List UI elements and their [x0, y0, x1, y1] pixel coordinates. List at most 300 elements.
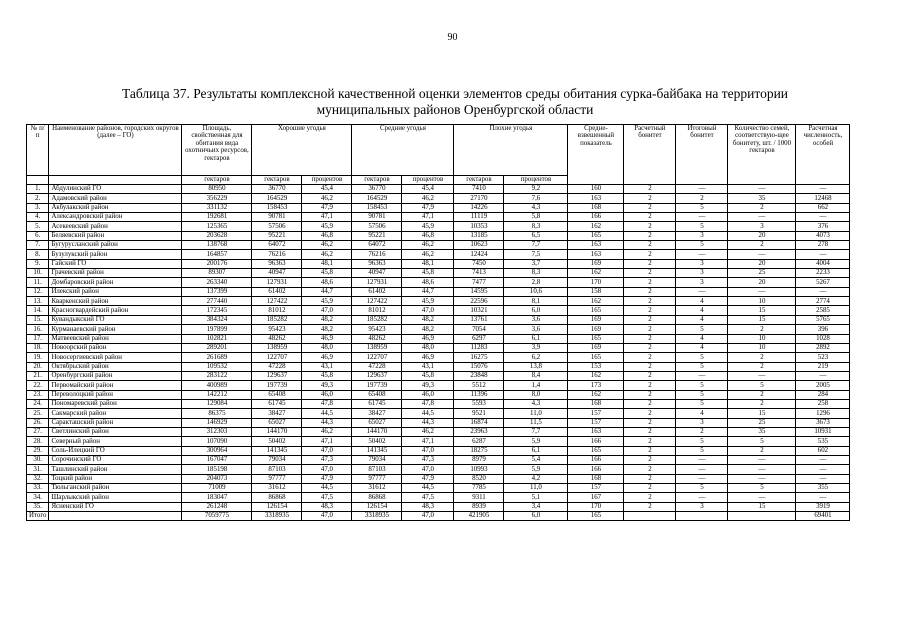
header-poor: Плохие угодья [454, 125, 568, 176]
population: 376 [796, 222, 850, 231]
district-name: Асекеевский район [49, 222, 182, 231]
poor-ha: 11283 [454, 343, 504, 352]
medium-ha: 86868 [352, 493, 402, 502]
final-bonitet: — [676, 371, 728, 380]
total-label: Итого [27, 512, 49, 521]
medium-ha: 64072 [352, 241, 402, 250]
good-ha: 144170 [252, 427, 302, 436]
calc-bonitet: 2 [624, 474, 676, 483]
medium-ha: 129637 [352, 371, 402, 380]
poor-ha: 16874 [454, 418, 504, 427]
header-name: Наименование районов, городских округов (далее – ГО) [49, 125, 182, 176]
medium-ha: 65408 [352, 390, 402, 399]
medium-pct: 48,1 [402, 259, 454, 268]
title-line-1: Таблица 37. Результаты комплексной качественной оценки элементов среды обитания сурка-байбака на территории [121, 86, 789, 101]
good-pct: 46,9 [302, 334, 352, 343]
good-pct: 47,3 [302, 455, 352, 464]
good-ha: 65408 [252, 390, 302, 399]
families: 20 [728, 278, 796, 287]
families: 2 [728, 325, 796, 334]
table-row [27, 409, 850, 418]
table-row [27, 306, 850, 315]
calc-bonitet: 2 [624, 334, 676, 343]
medium-pct: 48,2 [402, 315, 454, 324]
calc-bonitet: 2 [624, 287, 676, 296]
good-ha: 127931 [252, 278, 302, 287]
final-bonitet: 3 [676, 502, 728, 511]
row-num: 31. [27, 465, 49, 474]
families: 25 [728, 418, 796, 427]
medium-pct: 47,9 [402, 203, 454, 212]
area-ha: 312303 [182, 427, 252, 436]
avg-bonitet: 163 [568, 241, 624, 250]
avg-bonitet: 166 [568, 455, 624, 464]
families: 15 [728, 502, 796, 511]
area-ha: 192681 [182, 213, 252, 222]
poor-ha: 11119 [454, 213, 504, 222]
avg-bonitet: 165 [568, 306, 624, 315]
total-poor-pct: 6,0 [504, 512, 568, 521]
poor-pct: 4,3 [504, 203, 568, 212]
area-ha: 86375 [182, 409, 252, 418]
medium-ha: 141345 [352, 446, 402, 455]
table-row [27, 390, 850, 399]
district-name: Сакмарский район [49, 409, 182, 418]
poor-pct: 3,6 [504, 315, 568, 324]
row-num: 1. [27, 185, 49, 194]
district-name: Ясненский ГО [49, 502, 182, 511]
good-pct: 47,0 [302, 446, 352, 455]
table-body [27, 185, 850, 512]
header-avg-bonitet: Средне-взвешенный показатель [568, 125, 624, 185]
good-pct: 45,4 [302, 185, 352, 194]
area-ha: 125365 [182, 222, 252, 231]
calc-bonitet: 2 [624, 203, 676, 212]
medium-pct: 47,0 [402, 465, 454, 474]
calc-bonitet: 2 [624, 325, 676, 334]
area-ha: 183047 [182, 493, 252, 502]
families: 2 [728, 353, 796, 362]
good-ha: 164529 [252, 194, 302, 203]
calc-bonitet: 2 [624, 427, 676, 436]
avg-bonitet: 165 [568, 353, 624, 362]
district-name: Тюльганский район [49, 484, 182, 493]
header-area: Площадь, свойственная для обитания вида охотничьих ресурсов, гектаров [182, 125, 252, 176]
medium-ha: 31612 [352, 484, 402, 493]
final-bonitet: — [676, 455, 728, 464]
medium-pct: 46,9 [402, 353, 454, 362]
area-ha: 89307 [182, 269, 252, 278]
medium-pct: 45,8 [402, 269, 454, 278]
table-row [27, 269, 850, 278]
area-ha: 137399 [182, 287, 252, 296]
medium-ha: 48262 [352, 334, 402, 343]
calc-bonitet: 2 [624, 437, 676, 446]
calc-bonitet: 2 [624, 484, 676, 493]
families: 25 [728, 269, 796, 278]
poor-pct: 7,6 [504, 194, 568, 203]
families: 20 [728, 259, 796, 268]
good-pct: 47,5 [302, 493, 352, 502]
families: — [728, 493, 796, 502]
good-pct: 48,3 [302, 502, 352, 511]
poor-ha: 9311 [454, 493, 504, 502]
medium-pct: 47,0 [402, 306, 454, 315]
area-ha: 138768 [182, 241, 252, 250]
final-bonitet: 4 [676, 297, 728, 306]
population: 5765 [796, 315, 850, 324]
medium-pct: 43,1 [402, 362, 454, 371]
good-pct: 47,0 [302, 306, 352, 315]
families: 10 [728, 343, 796, 352]
good-ha: 86868 [252, 493, 302, 502]
families: 15 [728, 409, 796, 418]
header-medium: Средние угодья [352, 125, 454, 176]
families: 2 [728, 203, 796, 212]
row-num: 30. [27, 455, 49, 464]
families: 20 [728, 231, 796, 240]
good-ha: 61402 [252, 287, 302, 296]
poor-ha: 10321 [454, 306, 504, 315]
final-bonitet: 5 [676, 381, 728, 390]
poor-ha: 13761 [454, 315, 504, 324]
avg-bonitet: 167 [568, 493, 624, 502]
poor-ha: 6287 [454, 437, 504, 446]
good-pct: 46,8 [302, 231, 352, 240]
population: — [796, 185, 850, 194]
population: 662 [796, 203, 850, 212]
row-num: 22. [27, 381, 49, 390]
poor-ha: 7450 [454, 259, 504, 268]
good-ha: 87103 [252, 465, 302, 474]
avg-bonitet: 166 [568, 437, 624, 446]
calc-bonitet: 2 [624, 399, 676, 408]
good-pct: 46,2 [302, 194, 352, 203]
avg-bonitet: 162 [568, 222, 624, 231]
medium-ha: 164529 [352, 194, 402, 203]
medium-pct: 47,1 [402, 213, 454, 222]
population: 535 [796, 437, 850, 446]
poor-ha: 5593 [454, 399, 504, 408]
table-row [27, 362, 850, 371]
poor-pct: 7,5 [504, 250, 568, 259]
families: 5 [728, 437, 796, 446]
final-bonitet: 5 [676, 446, 728, 455]
subheader-ha: гектаров [252, 176, 302, 185]
good-pct: 48,6 [302, 278, 352, 287]
population: — [796, 287, 850, 296]
good-pct: 47,9 [302, 203, 352, 212]
good-pct: 44,3 [302, 418, 352, 427]
district-name: Домбаровский район [49, 278, 182, 287]
page-number: 90 [447, 32, 458, 43]
poor-ha: 7410 [454, 185, 504, 194]
population: 396 [796, 325, 850, 334]
table-row [27, 231, 850, 240]
final-bonitet: 4 [676, 343, 728, 352]
row-num: 28. [27, 437, 49, 446]
row-num: 32. [27, 474, 49, 483]
good-pct: 47,9 [302, 474, 352, 483]
good-ha: 95221 [252, 231, 302, 240]
district-name: Бугурусланский район [49, 241, 182, 250]
medium-ha: 122707 [352, 353, 402, 362]
good-ha: 122707 [252, 353, 302, 362]
good-pct: 46,2 [302, 241, 352, 250]
families: — [728, 371, 796, 380]
district-name: Гайский ГО [49, 259, 182, 268]
avg-bonitet: 168 [568, 474, 624, 483]
row-num: 24. [27, 399, 49, 408]
medium-pct: 46,2 [402, 427, 454, 436]
row-num: 19. [27, 353, 49, 362]
table-row [27, 371, 850, 380]
medium-ha: 97777 [352, 474, 402, 483]
good-pct: 47,0 [302, 465, 352, 474]
poor-pct: 10,6 [504, 287, 568, 296]
medium-pct: 46,9 [402, 334, 454, 343]
population: — [796, 371, 850, 380]
avg-bonitet: 165 [568, 231, 624, 240]
table-row [27, 194, 850, 203]
district-name: Северный район [49, 437, 182, 446]
families: 5 [728, 484, 796, 493]
final-bonitet: 5 [676, 325, 728, 334]
good-ha: 97777 [252, 474, 302, 483]
population: — [796, 250, 850, 259]
final-bonitet: 2 [676, 194, 728, 203]
calc-bonitet: 2 [624, 371, 676, 380]
poor-ha: 7054 [454, 325, 504, 334]
calc-bonitet: 2 [624, 315, 676, 324]
area-ha: 263340 [182, 278, 252, 287]
poor-pct: 3,9 [504, 343, 568, 352]
poor-pct: 8,3 [504, 222, 568, 231]
medium-pct: 45,9 [402, 222, 454, 231]
families: 35 [728, 427, 796, 436]
avg-bonitet: 166 [568, 213, 624, 222]
avg-bonitet: 166 [568, 465, 624, 474]
medium-pct: 47,3 [402, 455, 454, 464]
calc-bonitet: 2 [624, 343, 676, 352]
medium-pct: 46,2 [402, 194, 454, 203]
medium-pct: 44,5 [402, 484, 454, 493]
calc-bonitet: 2 [624, 250, 676, 259]
area-ha: 261689 [182, 353, 252, 362]
poor-pct: 6,1 [504, 446, 568, 455]
avg-bonitet: 157 [568, 418, 624, 427]
table-row [27, 399, 850, 408]
district-name: Оренбургский район [49, 371, 182, 380]
poor-pct: 4,2 [504, 474, 568, 483]
good-ha: 50402 [252, 437, 302, 446]
medium-pct: 48,2 [402, 325, 454, 334]
calc-bonitet: 2 [624, 213, 676, 222]
poor-ha: 6297 [454, 334, 504, 343]
district-name: Соль-Илецкий ГО [49, 446, 182, 455]
row-num: 5. [27, 222, 49, 231]
medium-ha: 90781 [352, 213, 402, 222]
avg-bonitet: 169 [568, 325, 624, 334]
poor-pct: 5,8 [504, 213, 568, 222]
table-row [27, 325, 850, 334]
poor-ha: 27170 [454, 194, 504, 203]
district-name: Александровский район [49, 213, 182, 222]
medium-ha: 144170 [352, 427, 402, 436]
table-row [27, 427, 850, 436]
calc-bonitet: 2 [624, 297, 676, 306]
final-bonitet: — [676, 465, 728, 474]
poor-pct: 5,4 [504, 455, 568, 464]
final-bonitet: — [676, 493, 728, 502]
area-ha: 102821 [182, 334, 252, 343]
final-bonitet: 2 [676, 427, 728, 436]
medium-ha: 79034 [352, 455, 402, 464]
table-row [27, 502, 850, 511]
district-name: Саракташский район [49, 418, 182, 427]
calc-bonitet: 2 [624, 455, 676, 464]
population: 3673 [796, 418, 850, 427]
poor-pct: 8,0 [504, 390, 568, 399]
medium-ha: 126154 [352, 502, 402, 511]
good-ha: 48262 [252, 334, 302, 343]
table-row [27, 287, 850, 296]
good-pct: 48,2 [302, 315, 352, 324]
calc-bonitet: 2 [624, 278, 676, 287]
district-name: Абдулинский ГО [49, 185, 182, 194]
families: — [728, 465, 796, 474]
medium-pct: 45,4 [402, 185, 454, 194]
medium-pct: 47,9 [402, 474, 454, 483]
avg-bonitet: 162 [568, 269, 624, 278]
poor-ha: 14226 [454, 203, 504, 212]
population: — [796, 493, 850, 502]
medium-ha: 61745 [352, 399, 402, 408]
families: 2 [728, 241, 796, 250]
good-pct: 46,2 [302, 250, 352, 259]
poor-pct: 7,7 [504, 241, 568, 250]
row-num: 12. [27, 287, 49, 296]
table-row [27, 297, 850, 306]
calc-bonitet: 2 [624, 222, 676, 231]
area-ha: 197899 [182, 325, 252, 334]
area-ha: 400989 [182, 381, 252, 390]
total-area: 7059775 [182, 512, 252, 521]
families: 10 [728, 297, 796, 306]
row-num: 29. [27, 446, 49, 455]
medium-pct: 46,0 [402, 390, 454, 399]
calc-bonitet: 2 [624, 390, 676, 399]
medium-ha: 50402 [352, 437, 402, 446]
row-num: 21. [27, 371, 49, 380]
poor-pct: 1,4 [504, 381, 568, 390]
families: — [728, 250, 796, 259]
avg-bonitet: 163 [568, 427, 624, 436]
good-ha: 96363 [252, 259, 302, 268]
district-name: Беляевский район [49, 231, 182, 240]
poor-pct: 6,1 [504, 334, 568, 343]
area-ha: 107090 [182, 437, 252, 446]
medium-ha: 95423 [352, 325, 402, 334]
good-pct: 48,1 [302, 259, 352, 268]
header-population: Расчетная численность, особей [796, 125, 850, 185]
final-bonitet: 5 [676, 484, 728, 493]
population: 258 [796, 399, 850, 408]
final-bonitet: 3 [676, 278, 728, 287]
medium-ha: 57506 [352, 222, 402, 231]
district-name: Бузулукский район [49, 250, 182, 259]
table-row [27, 474, 850, 483]
calc-bonitet: 2 [624, 353, 676, 362]
population: 4073 [796, 231, 850, 240]
district-name: Октябрьский район [49, 362, 182, 371]
poor-pct: 11,0 [504, 409, 568, 418]
good-ha: 185282 [252, 315, 302, 324]
good-pct: 46,0 [302, 390, 352, 399]
poor-pct: 11,5 [504, 418, 568, 427]
good-ha: 127422 [252, 297, 302, 306]
calc-bonitet: 2 [624, 446, 676, 455]
population: — [796, 474, 850, 483]
poor-pct: 7,7 [504, 427, 568, 436]
good-ha: 138959 [252, 343, 302, 352]
final-bonitet: 5 [676, 222, 728, 231]
medium-pct: 47,1 [402, 437, 454, 446]
population: 2005 [796, 381, 850, 390]
poor-ha: 16275 [454, 353, 504, 362]
poor-pct: 9,2 [504, 185, 568, 194]
area-ha: 203628 [182, 231, 252, 240]
subheader-ha: гектаров [454, 176, 504, 185]
avg-bonitet: 168 [568, 203, 624, 212]
good-ha: 126154 [252, 502, 302, 511]
medium-ha: 95221 [352, 231, 402, 240]
avg-bonitet: 169 [568, 259, 624, 268]
population: 278 [796, 241, 850, 250]
good-pct: 46,9 [302, 353, 352, 362]
good-ha: 64072 [252, 241, 302, 250]
families: — [728, 185, 796, 194]
avg-bonitet: 169 [568, 315, 624, 324]
avg-bonitet: 165 [568, 334, 624, 343]
row-num: 16. [27, 325, 49, 334]
poor-pct: 3,6 [504, 325, 568, 334]
avg-bonitet: 165 [568, 446, 624, 455]
area-ha: 384324 [182, 315, 252, 324]
medium-pct: 46,2 [402, 250, 454, 259]
row-num: 33. [27, 484, 49, 493]
poor-ha: 9521 [454, 409, 504, 418]
good-pct: 47,1 [302, 437, 352, 446]
poor-pct: 5,9 [504, 465, 568, 474]
poor-pct: 13,8 [504, 362, 568, 371]
poor-ha: 13185 [454, 231, 504, 240]
table-row [27, 455, 850, 464]
table-row [27, 185, 850, 194]
table-title [60, 86, 850, 118]
poor-ha: 12424 [454, 250, 504, 259]
final-bonitet: 5 [676, 241, 728, 250]
subheader-ha: гектаров [352, 176, 402, 185]
medium-pct: 44,7 [402, 287, 454, 296]
final-bonitet: — [676, 213, 728, 222]
final-bonitet: 5 [676, 437, 728, 446]
avg-bonitet: 158 [568, 287, 624, 296]
avg-bonitet: 160 [568, 185, 624, 194]
good-pct: 43,1 [302, 362, 352, 371]
poor-pct: 8,4 [504, 371, 568, 380]
avg-bonitet: 157 [568, 409, 624, 418]
